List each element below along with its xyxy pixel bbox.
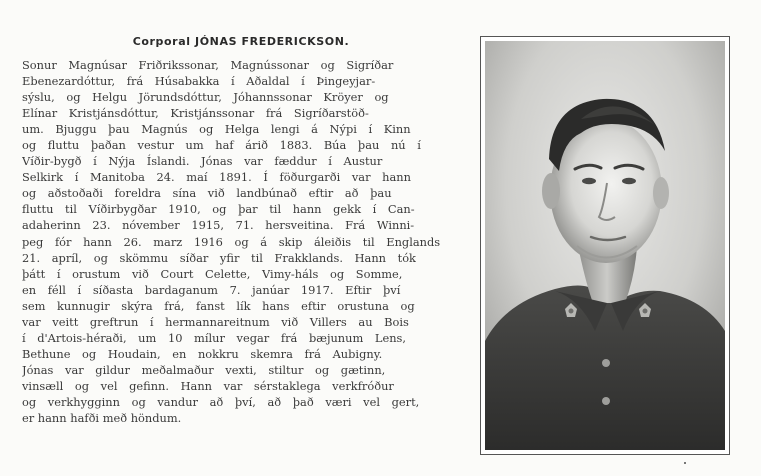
biography-line: fluttu til Víðirbygðar 1910, og þar til hann gekk í Can- [22,202,415,217]
biography-line: sem kunnugir skýra frá, fanst lík hans eftir orustuna og [22,298,415,313]
biography-line: var veitt greftrun í hermannareitnum við Villers au Bois [22,314,409,329]
biography-line: Víðir-bygð í Nýja Íslandi. Jónas var fæddur í Austur [22,154,383,169]
biography-line: þátt í orustum við Court Celette, Vimy-háls og Somme, [22,266,403,281]
entry-heading: Corporal JÓNAS FREDERICKSON. [132,35,350,48]
biography-line: adaherinn 23. nóvember 1915, 71. hersveitina. Frá Winni- [22,218,415,233]
biography-line: vinsæll og vel gefinn. Hann var sérstaklega verkfróður [22,378,394,393]
biography-line: Ebenezardóttur, frá Húsabakka í Aðaldal í Þingeyjar- [22,74,376,89]
biography-line: sýslu, og Helgu Jörundsdóttur, Jóhannssonar Kröyer og [22,90,389,105]
biography-line: um. Bjuggu þau Magnús og Helga lengi á Nýpi í Kinn [22,122,411,137]
biography-line: Bethune og Houdain, en nokkru skemra frá Aubigny. [22,346,383,361]
biography-line: í d'Artois-héraði, um 10 mílur vegar frá bæjunum Lens, [22,330,407,345]
biography-line: og fluttu þaðan vestur um haf árið 1883. Búa þau nú í [22,138,421,153]
biography-line: Selkirk í Manitoba 24. maí 1891. Í föðurgarði var hann [22,170,411,185]
soldier-portrait [485,41,725,450]
biography-line: peg fór hann 26. marz 1916 og á skip áleiðis til Englands [22,234,441,249]
biography-line: og verkhygginn og vandur að því, að það væri vel gert, [22,394,420,409]
print-speck [684,462,686,464]
biography-line: 21. apríl, og skömmu síðar yfir til Frakklands. Hann tók [22,250,416,265]
biography-line: en féll í síðasta bardaganum 7. janúar 1917. Eftir því [22,282,401,297]
biography-line: Elínar Kristjánsdóttur, Kristjánssonar frá Sigríðarstöð- [22,106,369,121]
biography-line: og aðstoðaði foreldra sína við landbúnað eftir að þau [22,186,392,201]
biography-line: Jónas var gildur meðalmaður vexti, stiltur og gætinn, [22,362,386,377]
biography-text [22,57,462,426]
uniform-shape [485,285,725,450]
biography-line: Sonur Magnúsar Friðrikssonar, Magnússonar og Sigríðar [22,58,394,72]
biography-line: er hann hafði með höndum. [22,411,182,426]
portrait-photo-frame [480,36,730,455]
